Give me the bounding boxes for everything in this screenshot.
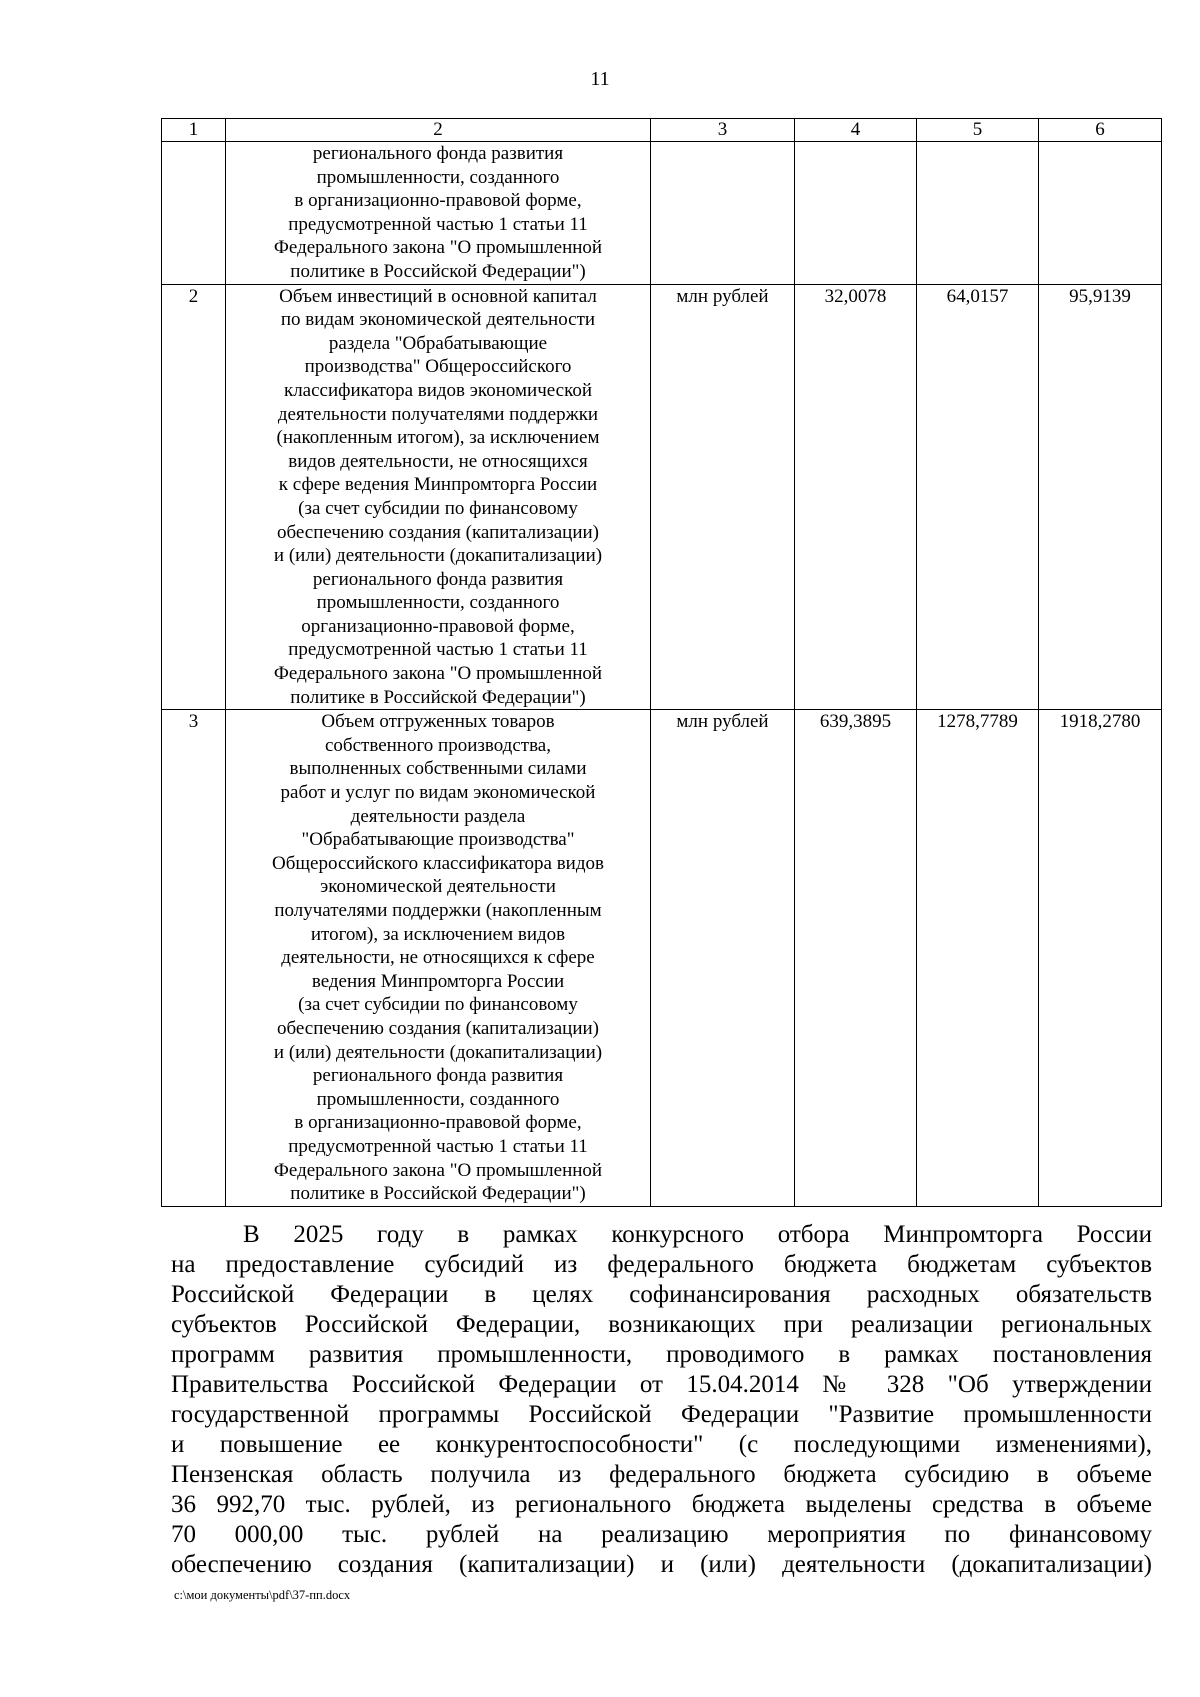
description-line: в организационно-правовой форме, [294,190,582,212]
description-line: к сфере ведения Минпромторга России [278,474,598,496]
description-line: производства" Общероссийского [304,356,572,378]
description-line: Федерального закона "О промышленной [273,663,603,685]
indicator-description-cell [226,142,651,285]
unit-cell [651,142,795,285]
description-line: предусмотренной частью 1 статьи 11 [288,213,588,235]
description-line: итогом), за исключением видов [310,923,566,945]
body-text-line: Пензенская область получила из федерального бюджета субсидию в объеме [171,1461,1152,1488]
description-line: ведения Минпромторга России [311,970,565,992]
description-line: Федерального закона "О промышленной [273,237,603,259]
body-text-line: 70 000,00 тыс. рублей на реализацию мероприятия по финансовому [171,1521,1152,1548]
unit-cell: млн рублей [651,284,795,710]
description-line: видов деятельности, не относящихся [288,450,588,472]
value-cell: 1278,7789 [917,710,1039,1206]
indicators-table [161,118,1162,1207]
description-line: экономической деятельности [320,876,556,898]
header-cell: 1 [162,119,226,142]
header-cell: 3 [651,119,795,142]
description-line: Объем инвестиций в основной капитал [279,285,597,307]
description-line: регионального фонда развития [312,143,564,164]
description-line: обеспечению создания (капитализации) [276,521,600,543]
body-text-line: программ развития промышленности, проводимого в рамках постановления [171,1341,1152,1368]
table-row [162,142,1162,285]
description-line: деятельности получателями поддержки [277,403,599,425]
header-cell: 6 [1039,119,1162,142]
table-header-row [162,119,1162,142]
value-cell: 95,9139 [1039,284,1162,710]
description-line: получателями поддержки (накопленным [274,900,602,921]
body-text-line: Правительства Российской Федерации от 15.04.2014 № 328 "Об утверждении [171,1371,1152,1398]
unit-cell: млн рублей [651,710,795,1206]
value-cell: 32,0078 [795,284,917,710]
value-cell: 1918,2780 [1039,710,1162,1206]
row-number-cell: 2 [162,284,226,710]
indicator-description-cell [226,710,651,1206]
description-line: собственного производства, [325,734,551,756]
description-line: промышленности, созданного [316,1088,560,1110]
description-line: предусмотренной частью 1 статьи 11 [288,639,588,661]
body-text-line: на предоставление субсидий из федерального бюджета бюджетам субъектов [171,1251,1152,1278]
header-cell: 4 [795,119,917,142]
header-cell: 2 [226,119,651,142]
description-line: выполненных собственными силами [289,758,587,780]
description-line: регионального фонда развития [312,568,564,590]
description-line: и (или) деятельности (докапитализации) [273,1041,603,1063]
description-line: Объем отгруженных товаров [321,711,555,733]
description-line: политике в Российской Федерации") [290,1183,586,1205]
description-line: в организационно-правовой форме, [294,1112,582,1134]
description-line: организационно-правовой форме, [301,615,575,637]
description-line: промышленности, созданного [316,592,560,614]
value-cell: 64,0157 [917,284,1039,710]
body-text-line: и повышение ее конкурентоспособности" (с последующими изменениями), [171,1431,1152,1458]
body-text-line: субъектов Российской Федерации, возникающих при реализации региональных [171,1311,1152,1338]
description-line: и (или) деятельности (докапитализации) [273,545,603,567]
footer-file-path: c:\мои документы\pdf\37-пп.docx [174,1588,351,1602]
description-line: промышленности, созданного [316,166,560,188]
body-paragraph [171,1220,1152,1580]
description-line: деятельности раздела [350,805,526,827]
description-line: (накопленным итогом), за исключением [276,427,600,449]
indicator-description-cell [226,284,651,710]
body-text-line: Российской Федерации в целях софинансирования расходных обязательств [171,1281,1152,1308]
description-line: регионального фонда развития [312,1065,564,1087]
value-cell [917,142,1039,285]
body-text-line: обеспечению создания (капитализации) и (или) деятельности (докапитализации) [171,1551,1152,1578]
body-text-line: 36 992,70 тыс. рублей, из регионального бюджета выделены средства в объеме [171,1491,1152,1518]
description-line: по видам экономической деятельности [280,309,596,331]
description-line: обеспечению создания (капитализации) [276,1017,600,1039]
table-row [162,284,1162,710]
description-line: работ и услуг по видам экономической [280,782,596,804]
row-number-cell [162,142,226,285]
description-line: (за счет субсидии по финансовому [298,497,578,519]
description-line: предусмотренной частью 1 статьи 11 [288,1135,588,1157]
description-line: (за счет субсидии по финансовому [298,994,578,1016]
row-number-cell: 3 [162,710,226,1206]
description-line: деятельности, не относящихся к сфере [281,947,595,969]
page-number: 11 [590,68,610,90]
body-text-line: В 2025 году в рамках конкурсного отбора Минпромторга России [243,1221,1152,1248]
value-cell [1039,142,1162,285]
description-line: политике в Российской Федерации") [290,686,586,708]
value-cell [795,142,917,285]
table-row [162,710,1162,1206]
description-line: политике в Российской Федерации") [290,260,586,282]
header-cell: 5 [917,119,1039,142]
body-text-line: государственной программы Российской Федерации "Развитие промышленности [171,1401,1152,1428]
value-cell: 639,3895 [795,710,917,1206]
description-line: "Обрабатывающие производства" [301,829,575,851]
description-line: классификатора видов экономической [283,379,593,401]
description-line: раздела "Обрабатывающие [328,332,548,354]
description-line: Федерального закона "О промышленной [273,1159,603,1181]
description-line: Общероссийского классификатора видов [272,852,604,874]
